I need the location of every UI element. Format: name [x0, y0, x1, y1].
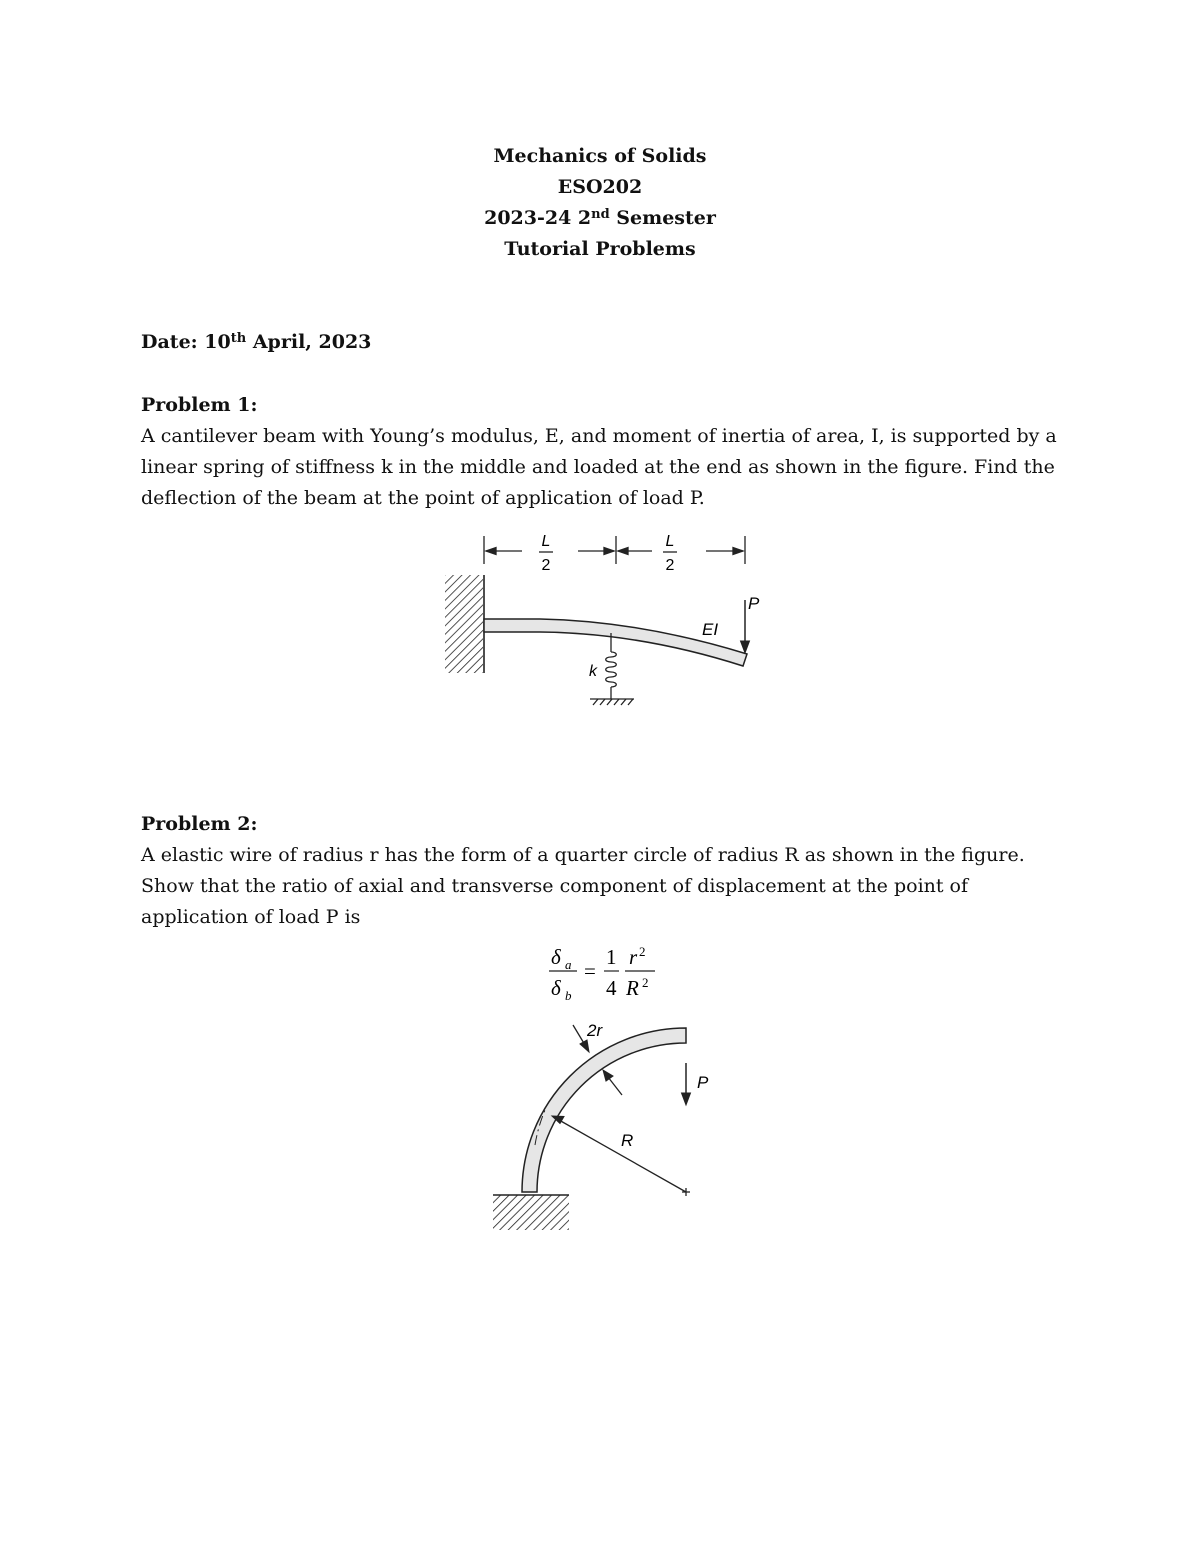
formula-coefficient-denominator: 4	[606, 976, 617, 1000]
formula-lhs-numerator-sub: a	[565, 957, 572, 972]
curved-wire	[522, 1028, 686, 1192]
problem-1-text: A cantilever beam with Young’s modulus, E, and moment of inertia of area, I, is supported by a linear spring of stiffness k in the middle and loaded at the end as shown in the figure. Find the deflection of the beam at the point of application of load P.	[141, 425, 1057, 509]
radius-dimension	[552, 1116, 690, 1196]
dim-right-numerator: L	[665, 533, 675, 550]
dim-right-denominator: 2	[665, 557, 675, 574]
course-code: ESO202	[557, 176, 643, 198]
document-header	[0, 141, 1200, 265]
load-label-2: P	[697, 1073, 709, 1092]
session-ordinal: nd	[591, 207, 610, 222]
formula-lhs-denominator-sub: b	[565, 988, 572, 1003]
dim-left-numerator: L	[541, 533, 551, 550]
document-type: Tutorial Problems	[504, 238, 696, 260]
formula-lhs-denominator: δ	[551, 976, 561, 1000]
formula-equals: =	[584, 959, 596, 983]
date-suffix: April, 2023	[246, 331, 372, 353]
date-ordinal: th	[230, 331, 247, 346]
load-label: P	[748, 594, 760, 613]
problem-2-text: A elastic wire of radius r has the form of a quarter circle of radius R as shown in the figure. Show that the ratio of axial and transverse component of displacement at the point of application of load P is	[141, 844, 1025, 928]
beam-stiffness-label: EI	[702, 620, 719, 639]
problem-2-title: Problem 2:	[141, 813, 258, 835]
load-arrow-2	[682, 1063, 691, 1105]
date-line	[141, 327, 1081, 358]
session-line	[0, 203, 1200, 234]
ratio-formula	[540, 935, 670, 1007]
spring-label: k	[589, 663, 597, 680]
formula-coefficient-numerator: 1	[606, 945, 617, 969]
fixed-wall	[445, 575, 483, 673]
formula-r-denominator: R	[626, 976, 639, 1000]
formula-r-denominator-sup: 2	[642, 975, 649, 990]
session-word: Semester	[609, 207, 716, 229]
fixed-ground	[493, 1195, 569, 1230]
problem-1-title: Problem 1:	[141, 394, 258, 416]
quarter-circle-figure	[485, 1015, 725, 1240]
cantilever-figure	[440, 520, 770, 715]
diameter-label: 2r	[587, 1021, 603, 1040]
formula-lhs-numerator: δ	[551, 945, 561, 969]
formula-r-numerator: r	[629, 945, 638, 969]
course-title: Mechanics of Solids	[493, 145, 707, 167]
date-prefix: Date: 10	[141, 331, 231, 353]
formula-r-numerator-sup: 2	[639, 944, 646, 959]
dimension-lines	[484, 536, 745, 564]
session-year: 2023-24 2	[484, 207, 592, 229]
radius-label: R	[621, 1131, 634, 1150]
dim-left-denominator: 2	[541, 557, 551, 574]
